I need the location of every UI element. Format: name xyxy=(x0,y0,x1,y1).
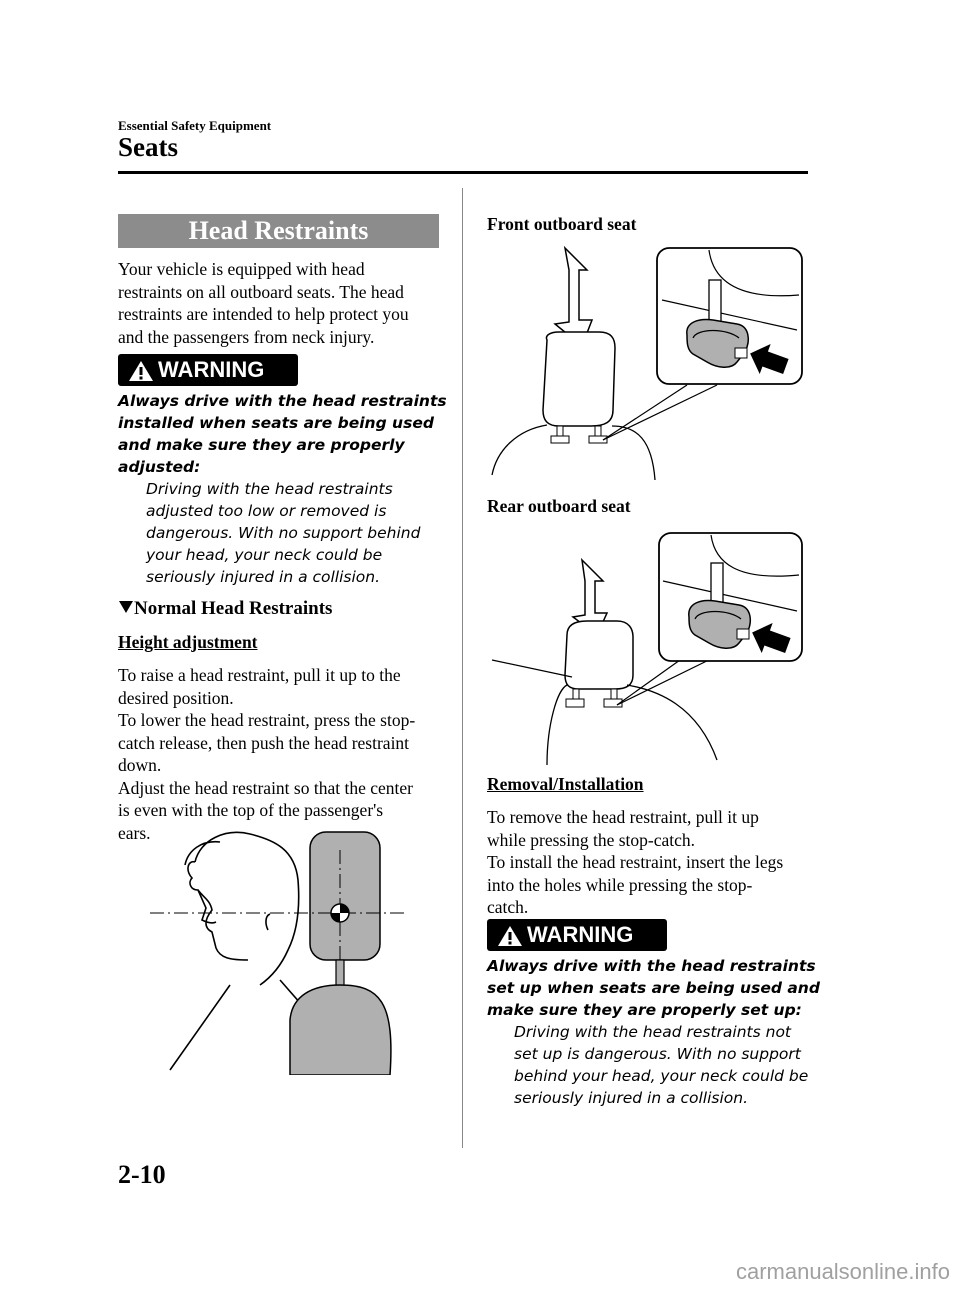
text-line: and make sure they are properly xyxy=(118,436,405,454)
text-line: seriously injured in a collision. xyxy=(514,1089,749,1107)
text-line: Your vehicle is equipped with head xyxy=(118,259,365,279)
removal-paragraph xyxy=(487,806,783,919)
text-line: seriously injured in a collision. xyxy=(146,568,381,586)
title-rule xyxy=(118,171,808,174)
warning-badge xyxy=(118,354,298,386)
page-number: 2-10 xyxy=(118,1160,166,1189)
text-line: behind your head, your neck could be xyxy=(514,1067,809,1085)
section-banner: Head Restraints xyxy=(118,214,439,248)
intro-paragraph xyxy=(118,258,409,348)
page-title: Seats xyxy=(118,132,178,162)
text-line: ears. xyxy=(118,822,151,843)
front-seat-illustration xyxy=(487,240,807,485)
warning-label: WARNING xyxy=(527,922,634,947)
text-line: To lower the head restraint, press the stop- xyxy=(118,710,416,730)
subheading xyxy=(118,598,332,620)
text-line: installed when seats are being used xyxy=(118,414,434,432)
text-line: Always drive with the head restraints xyxy=(487,957,816,975)
text-line: down. xyxy=(118,755,162,775)
column-divider xyxy=(462,188,463,1148)
text-line: restraints are intended to help protect you xyxy=(118,304,409,324)
text-line: dangerous. With no support behind xyxy=(146,524,421,542)
text-line: catch release, then push the head restraint xyxy=(118,732,410,753)
text-line: Driving with the head restraints xyxy=(146,480,393,498)
text-line: make sure they are properly set up: xyxy=(487,1001,802,1019)
height-heading: Height adjustment xyxy=(118,632,258,652)
text-line: desired position. xyxy=(118,687,234,708)
text-line: catch. xyxy=(487,897,529,917)
text-line: Adjust the head restraint so that the center xyxy=(118,777,413,798)
warning-bold-text xyxy=(487,955,820,1021)
text-line: Driving with the head restraints not xyxy=(514,1023,792,1041)
warning-bold-text xyxy=(118,390,447,478)
text-line: To install the head restraint, insert the legs xyxy=(487,852,784,872)
front-seat-label: Front outboard seat xyxy=(487,214,637,234)
text-line: your head, your neck could be xyxy=(146,546,383,564)
text-line: Always drive with the head restraints xyxy=(118,392,447,410)
text-line: and the passengers from neck injury. xyxy=(118,326,375,347)
subheading-text: Normal Head Restraints xyxy=(134,598,333,619)
warning-triangle-icon xyxy=(497,925,523,947)
warning-label: WARNING xyxy=(158,357,265,382)
text-line: into the holes while pressing the stop- xyxy=(487,874,753,895)
text-line: restraints on all outboard seats. The head xyxy=(118,281,404,302)
rear-seat-illustration xyxy=(487,525,807,765)
down-triangle-icon xyxy=(118,600,134,614)
warning-triangle-icon xyxy=(128,360,154,382)
removal-heading: Removal/Installation xyxy=(487,774,644,794)
text-line: To remove the head restraint, pull it up xyxy=(487,807,759,827)
text-line: set up is dangerous. With no support xyxy=(514,1045,801,1063)
text-line: while pressing the stop-catch. xyxy=(487,829,696,850)
text-line: set up when seats are being used and xyxy=(487,979,820,997)
warning-badge xyxy=(487,919,667,951)
watermark: carmanualsonline.info xyxy=(735,1259,950,1284)
height-paragraph xyxy=(118,664,415,844)
section-label: Essential Safety Equipment xyxy=(118,118,272,133)
text-line: is even with the top of the passenger's xyxy=(118,800,384,820)
text-line: adjusted: xyxy=(118,458,201,476)
warning-detail-text xyxy=(514,1021,808,1109)
text-line: adjusted too low or removed is xyxy=(146,502,387,520)
passenger-head-illustration xyxy=(140,820,420,1075)
warning-detail-text xyxy=(146,478,420,588)
text-line: To raise a head restraint, pull it up to the xyxy=(118,665,401,685)
rear-seat-label: Rear outboard seat xyxy=(487,496,631,516)
